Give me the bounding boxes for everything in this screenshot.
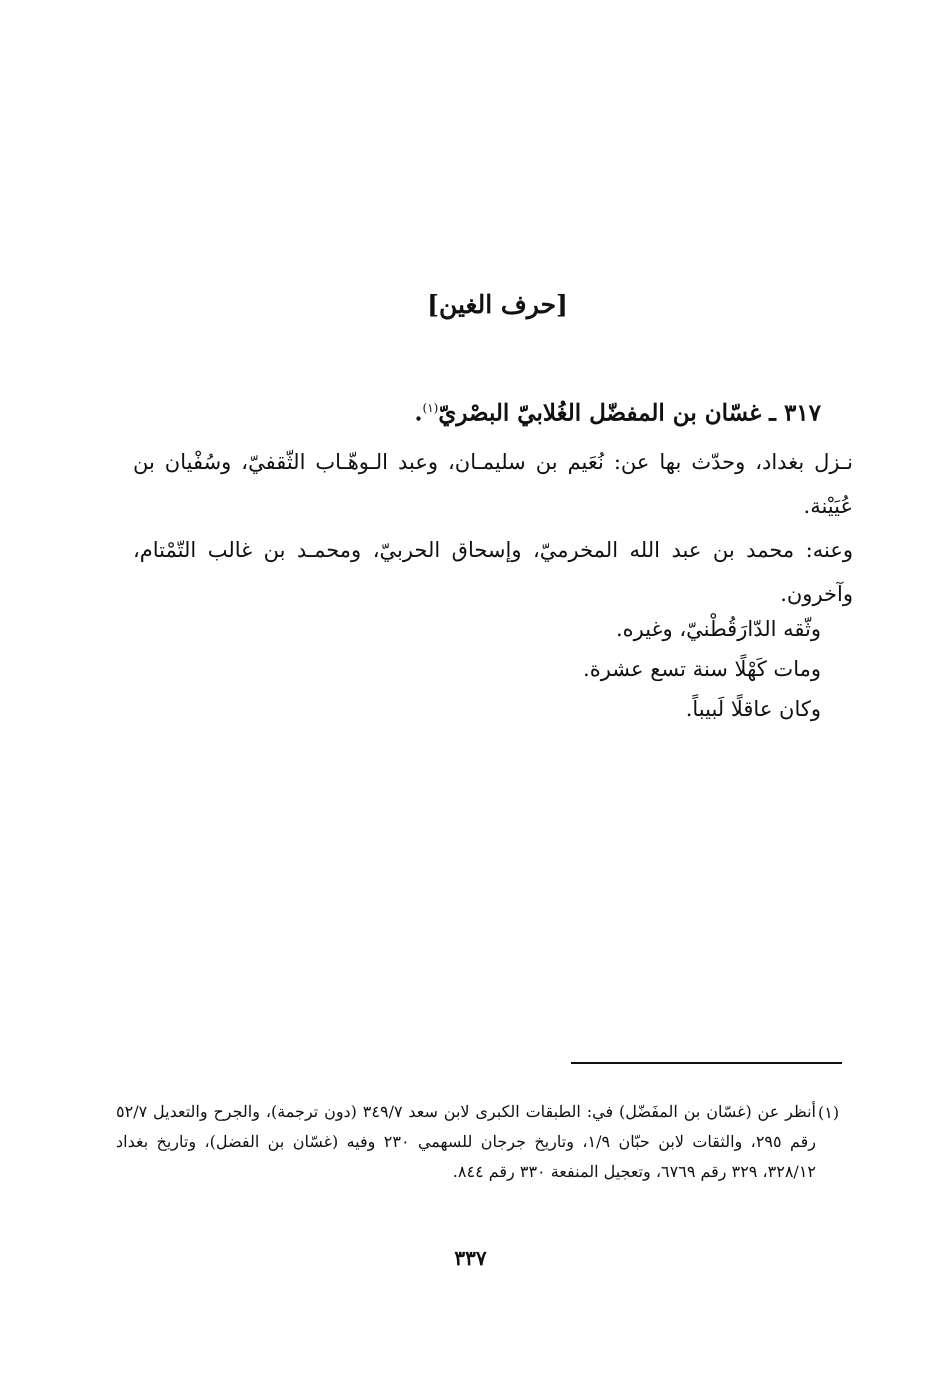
page-number: ٣٣٧ [454, 1246, 487, 1270]
body-paragraph-narrators-to: وعنه: محمد بن عبد الله المخرميّ، وإسحاق الحربيّ، ومحمـد بن غالب التّمْتام، وآخرون. [133, 538, 853, 606]
section-heading: [حرف الغين] [427, 290, 568, 319]
body-paragraph-narrators-from: نـزل بغداد، وحدّث بها عن: نُعَيم بن سليمـان، وعبد الـوهّـاب الثّقفيّ، وسُفْيان بن عُيَيْنة. [133, 450, 853, 518]
footnote-reference[interactable]: (١) [422, 401, 439, 415]
body-line-death: ومات كَهْلًا سنة تسع عشرة. [583, 657, 821, 681]
body-line-character: وكان عاقلًا لَبيباً. [685, 697, 821, 721]
footnote-divider [571, 1062, 842, 1064]
entry-title [121, 388, 821, 434]
entry-title-end: . [414, 399, 423, 427]
footnote-text: أنظر عن (غسّان بن المفَضّل) في: الطبقات الكبرى لابن سعد ٣٤٩/٧ (دون ترجمة)، والجرح والتعديل ٥٢/٧ رقم ٢٩٥، والثقات لابن حبّان ١/٩، وتاريخ جرجان للسهمي ٢٣٠ وفيه (غسّان بن الفضل)، وتاريخ بغداد ٣٢٨/١٢، ٣٢٩ رقم ٦٧٦٩، وتعجيل المنفعة ٣٣٠ رقم ٨٤٤. [116, 1102, 817, 1181]
footnote-number: (١) [818, 1103, 840, 1122]
body-line-authentication: وثّقه الدّارَقُطْنيّ، وغيره. [615, 617, 821, 641]
entry-title-text: ٣١٧ ـ غسّان بن المفضّل الغُلابيّ البصْريّ [438, 399, 821, 427]
